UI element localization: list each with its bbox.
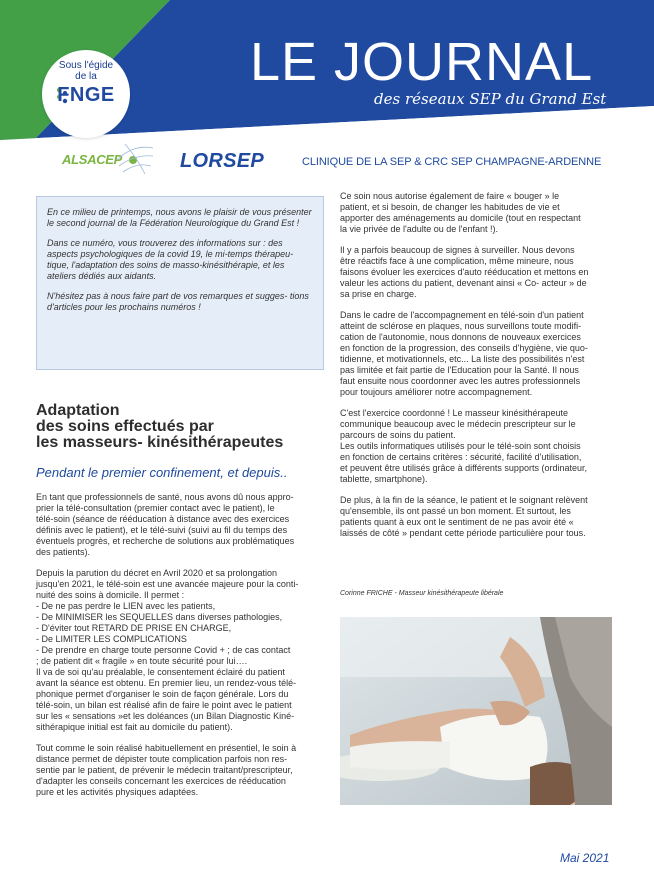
left-paragraph-3: Tout comme le soin réalisé habituellement en présentiel, le soin à distance permet de dépister toute complication parfois non res- sentie par le patient, de prévenir le médecin traitant/prescripteur, d'adapter les conseils concernant les exercices de rééducation pure et les activités physiques adaptées. (36, 743, 297, 797)
right-paragraph-3: Dans le cadre de l'accompagnement en télé-soin d'un patient atteint de sclérose en plaques, nous surveillons toute modifi- cation de l'autonomie, nous donnons de nouveaux exercices en fonction de la progression, des conseils d'hygiène, vie quo- tidienne, et motivationnels, etc... La liste des possibilités n'est pas limitée et fait partie de l'Education pour la Santé. Il nous faut ensuite nous coordonner avec les autres professionnels pour toujours améliorer notre accompagnement. (340, 310, 588, 397)
clinique-label: CLINIQUE DE LA SEP & CRC SEP CHAMPAGNE-ARDENNE (302, 156, 602, 168)
article-subtitle: Pendant le premier confinement, et depuis.. (36, 465, 288, 480)
left-column (36, 492, 326, 808)
badge-line-2: de la (75, 71, 97, 82)
journal-title: LE JOURNAL (250, 32, 594, 92)
right-paragraph-1: Ce soin nous autorise également de faire « bouger » le patient, et si besoin, de changer les habitudes de vie et apporter des aménagements au domicile (tout en respectant la vie privée de l'adulte ou de l'enfant !). (340, 191, 581, 234)
badge-line-1: Sous l'égide (58, 60, 114, 71)
left-paragraph-2: Depuis la parution du décret en Avril 2020 et sa prolongation jusqu'en 2021, le télé-soin est une avancée majeure pour la conti- nuité des soins à domicile. Il permet : - De ne pas perdre le LIEN avec les patients, - De MINIMISER les SEQUELLES dans diverses pathologies, - D'éviter tout RETARD DE PRISE EN CHARGE, - De LIMITER LES COMPLICATIONS - De prendre en charge toute personne Covid + ; de cas contact ; de patient dit « fragile » en toute sécurité pour lui…. Il va de soi qu'au préalable, le consentement éclairé du patient avant la séance est obtenu. En premier lieu, un rendez-vous télé- phonique permet d'organiser le soin de façon générale. Lors du télé-soin, un bilan est réalisé afin de faire le point avec le patient sur les « sensations »et les doléances (un Bilan Diagnostic Kiné- sithérapique initial est fait au domicile du patient). (36, 568, 299, 732)
physiotherapy-photo (340, 617, 612, 805)
alsacep-logo: ALSACEP (62, 152, 123, 167)
fnge-badge (42, 50, 130, 138)
article-title: Adaptation des soins effectués par les masseurs- kinésithérapeutes (36, 402, 284, 451)
right-column (340, 191, 612, 549)
journal-subtitle: des réseaux SEP du Grand Est (374, 90, 607, 108)
badge-org: FNGE (57, 84, 115, 106)
article-signature: Corinne FRICHE - Masseur kinésithérapeute libérale (340, 590, 504, 597)
left-paragraph-1: En tant que professionnels de santé, nous avons dû nous appro- prier la télé-consultation (premier contact avec le patient), le télé-soin (séance de rééducation à distance avec des exercices définis avec le patient), et le télé-suivi (suivi au fil du temps des éventuels progrès, et recherche de solutions aux problématiques des patients). (36, 492, 295, 557)
alsacep-mark-icon (115, 140, 155, 176)
right-paragraph-4: C'est l'exercice coordonné ! Le masseur kinésithérapeute communique beaucoup avec le médecin prescripteur sur le parcours de soins du patient. Les outils informatiques utilisés pour le télé-soin sont choisis en fonction de certains critères : sécurité, facilité d'utilisation, et peuvent être utilisés grâce à différents supports (ordinateur, tablette, smartphone). (340, 408, 587, 484)
intro-paragraph-3: N'hésitez pas à nous faire part de vos remarques et sugges- tions d'articles pour les prochains numéros ! (47, 291, 309, 312)
issue-date: Mai 2021 (560, 851, 610, 865)
intro-paragraph-2: Dans ce numéro, vous trouverez des informations sur : des aspects psychologiques de la covid 19, le mi-temps thérapeu- tique, l'adaptation des soins de masso-kinésithérapie, et les ateliers dédiés aux aidants. (47, 238, 294, 281)
right-paragraph-5: De plus, à la fin de la séance, le patient et le soignant relèvent qu'ensemble, ils ont passé un bon moment. Et surtout, les patients quant à eux ont le sentiment de ne pas avoir été « laissés de côté » pendant cette période particulière pour tous. (340, 495, 588, 538)
intro-box (36, 196, 324, 370)
intro-paragraph-1: En ce milieu de printemps, nous avons le plaisir de vous présenter le second journal de la Fédération Neurologique du Grand Est ! (47, 207, 312, 228)
right-paragraph-2: Il y a parfois beaucoup de signes à surveiller. Nous devons être réactifs face à une complication, même mineure, nous faisons évoluer les exercices d'auto rééducation et mettons en valeur les actions du patient, devenant ainsi « Co- acteur » de sa prise en charge. (340, 245, 589, 299)
lorsep-logo: LORSEP (180, 150, 265, 172)
